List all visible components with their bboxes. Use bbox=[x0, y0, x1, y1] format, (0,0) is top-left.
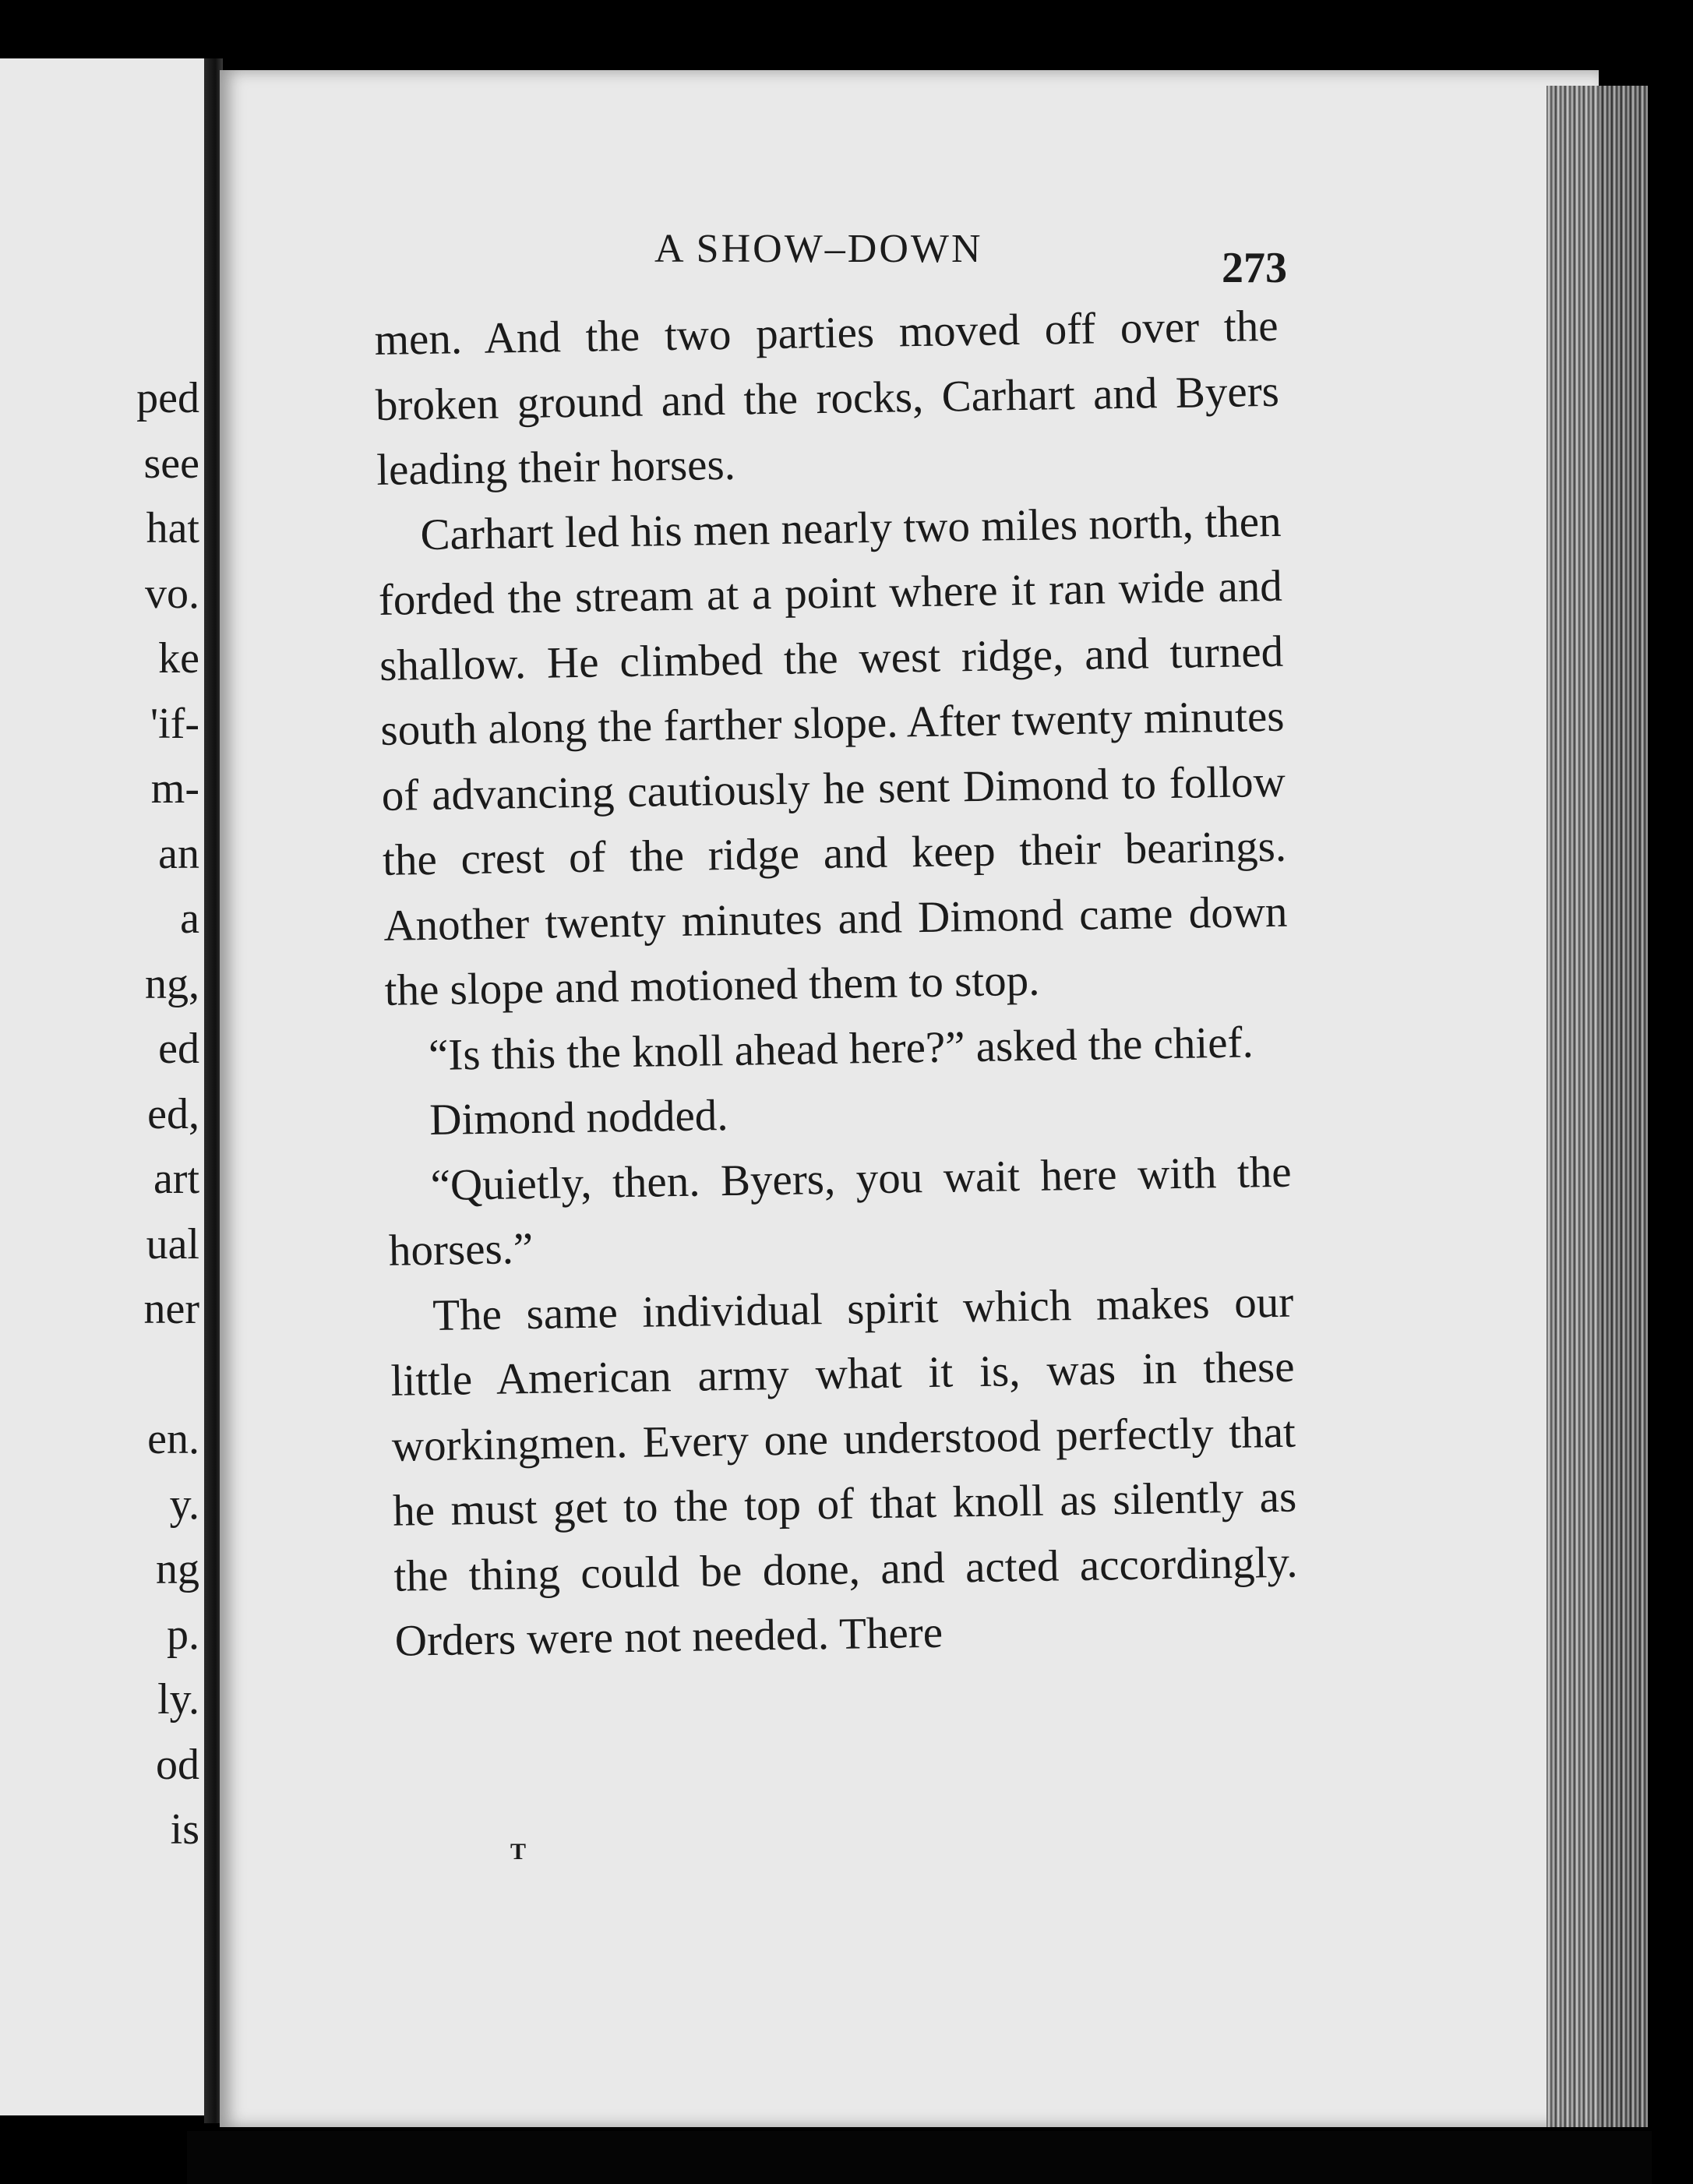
left-fragment: vo. bbox=[145, 569, 199, 618]
page-edges bbox=[1547, 86, 1648, 2127]
running-head: A SHOW–DOWN bbox=[654, 227, 983, 271]
body-text bbox=[374, 294, 1299, 1674]
left-fragment: ner bbox=[143, 1285, 199, 1333]
left-fragment: see bbox=[143, 439, 199, 488]
left-fragment: ed, bbox=[147, 1089, 199, 1138]
paragraph: The same individual spirit which makes our little American army what it is, was in these workingmen. Every one understood perfectly that he must get to the top of that knoll as silently as the thing could be done, and acted accordingly. Orders were not needed. There bbox=[390, 1277, 1298, 1666]
left-fragment: 'if- bbox=[150, 699, 199, 748]
left-fragment: ke bbox=[158, 634, 199, 683]
paragraph: Carhart led his men nearly two miles north, then forded the stream at a point where it ran wide and shallow. He climbed the west ridge, and turned south along the farther slope. After twenty minutes of advancing cautiously he sent Dimond to follow the crest of the ridge and keep their bearings. Another twenty minutes and Dimond came down the slope and motioned them to stop. bbox=[378, 496, 1288, 1015]
left-fragment: p. bbox=[167, 1610, 199, 1659]
left-fragment: en. bbox=[147, 1415, 199, 1463]
bottom-shadow bbox=[187, 2131, 1652, 2184]
left-page-text-fragments bbox=[0, 366, 204, 1863]
paragraph: Dimond nodded. bbox=[429, 1090, 728, 1145]
left-fragment: a bbox=[180, 894, 199, 943]
left-fragment: an bbox=[158, 829, 199, 878]
left-fragment: y. bbox=[169, 1480, 199, 1529]
left-fragment: ng, bbox=[145, 959, 199, 1008]
left-fragment: ly. bbox=[157, 1675, 199, 1724]
page-number: 273 bbox=[1222, 244, 1287, 292]
paragraph: men. And the two parties moved off over the broken ground and the rocks, Carhart and Byers leading their horses. bbox=[374, 301, 1280, 495]
left-page bbox=[0, 58, 213, 2115]
signature-mark: T bbox=[510, 1839, 527, 1865]
left-fragment: ed bbox=[158, 1025, 199, 1073]
left-fragment: od bbox=[156, 1740, 199, 1789]
paragraph: “Quietly, then. Byers, you wait here with the horses.” bbox=[388, 1147, 1293, 1275]
paragraph: “Is this the knoll ahead here?” asked the chief. bbox=[428, 1017, 1254, 1080]
left-fragment: ng bbox=[156, 1545, 199, 1593]
left-fragment: ual bbox=[146, 1219, 199, 1268]
left-fragment: art bbox=[153, 1155, 199, 1203]
left-fragment: ped bbox=[136, 374, 199, 422]
left-fragment: hat bbox=[146, 504, 199, 552]
left-fragment: is bbox=[170, 1805, 199, 1854]
left-fragment: m- bbox=[150, 764, 199, 813]
